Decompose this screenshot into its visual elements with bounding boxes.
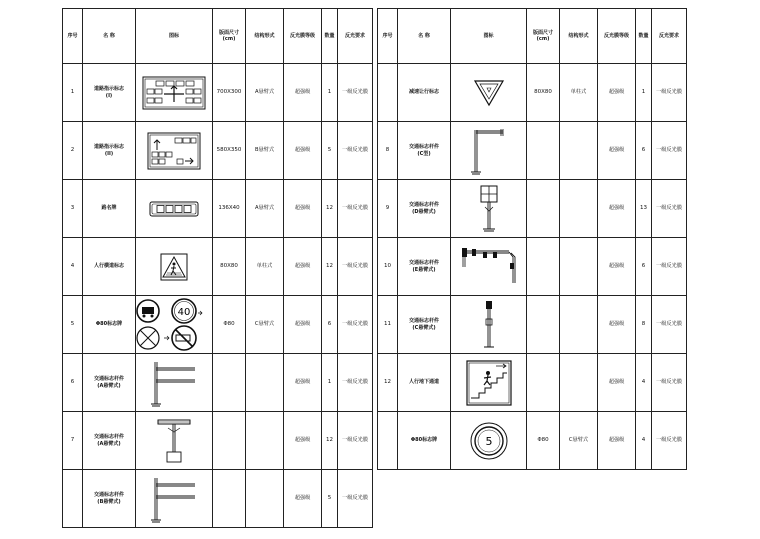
row-qty: 8 [636,296,652,354]
row-structure: B悬臂式 [246,122,284,180]
guide-sign-1-icon [136,64,213,122]
row-requirement: 一级反光膜 [338,64,373,122]
row-structure [560,238,598,296]
row-material: 超强级 [598,412,636,470]
row-qty: 5 [322,122,338,180]
row-size: 700X300 [213,64,246,122]
row-index [378,64,398,122]
row-material: 超强级 [284,180,322,238]
right-sign-table [377,8,687,470]
row-qty: 1 [322,64,338,122]
row-name: 人行地下通道 [398,354,451,412]
row-material: 超强级 [598,122,636,180]
row-structure: A悬臂式 [246,64,284,122]
row-size [213,412,246,470]
row-name: Φ80标志牌 [398,412,451,470]
row-structure [246,412,284,470]
table-row [63,180,373,238]
header-size: 版面尺寸 (cm) [213,9,246,64]
row-qty: 1 [636,64,652,122]
row-structure: C悬臂式 [246,296,284,354]
header-qty: 数量 [636,9,652,64]
prohibition-signs-icon [136,296,213,354]
header-requirement: 反光要求 [652,9,687,64]
row-structure: C悬臂式 [560,412,598,470]
row-requirement: 一级反光膜 [338,354,373,412]
row-structure [246,470,284,528]
speed-5-text: 5 [485,434,492,448]
row-index [378,412,398,470]
row-requirement: 一级反光膜 [338,296,373,354]
row-index: 5 [63,296,83,354]
table-row [63,238,373,296]
crosswalk-sign-icon [136,238,213,296]
left-sign-table [62,8,373,528]
row-size [213,470,246,528]
row-name: 减速让行标志 [398,64,451,122]
speed-limit-5-icon [451,412,527,470]
header-name: 名 称 [83,9,136,64]
row-size: 136X40 [213,180,246,238]
row-size [527,238,560,296]
row-name: 道路指示标志 (I) [83,64,136,122]
table-row [63,296,373,354]
row-material: 超强级 [284,122,322,180]
row-material: 超强级 [598,354,636,412]
table-row [63,64,373,122]
table-row [63,412,373,470]
row-requirement: 一级反光膜 [652,180,687,238]
row-size: Φ80 [527,412,560,470]
header-index: 序号 [63,9,83,64]
row-index: 12 [378,354,398,412]
header-requirement: 反光要求 [338,9,373,64]
row-requirement: 一级反光膜 [338,412,373,470]
underpass-sign-icon [451,354,527,412]
row-structure: 单柱式 [246,238,284,296]
header-row [378,9,687,64]
row-index: 7 [63,412,83,470]
yield-sign-icon [451,64,527,122]
row-requirement: 一级反光膜 [652,354,687,412]
row-structure [560,354,598,412]
speed-40-text: 40 [177,306,191,318]
row-requirement: 一级反光膜 [338,180,373,238]
table-row [378,180,687,238]
table-row [378,238,687,296]
table-row [378,354,687,412]
table-row [63,470,373,528]
header-structure: 结构形式 [560,9,598,64]
row-index: 6 [63,354,83,412]
header-size: 版面尺寸 (cm) [527,9,560,64]
row-structure: 单柱式 [560,64,598,122]
row-name: 交通标志杆件 (C悬臂式) [398,296,451,354]
row-name: 交通标志杆件 (A悬臂式) [83,354,136,412]
row-name: 人行横道标志 [83,238,136,296]
row-qty: 5 [322,470,338,528]
header-material: 反光膜等级 [284,9,322,64]
row-name: 道路指示标志 (II) [83,122,136,180]
row-size: 80X80 [213,238,246,296]
header-material: 反光膜等级 [598,9,636,64]
row-structure [560,180,598,238]
row-name: 交通标志杆件 (A悬臂式) [83,412,136,470]
row-index: 11 [378,296,398,354]
row-requirement: 一级反光膜 [338,238,373,296]
row-structure: A悬臂式 [246,180,284,238]
row-name: 路名牌 [83,180,136,238]
row-material: 超强级 [284,354,322,412]
row-qty: 4 [636,354,652,412]
row-size: Φ80 [213,296,246,354]
row-name: 交通标志杆件 (C型) [398,122,451,180]
pole-d-icon [451,180,527,238]
row-index: 3 [63,180,83,238]
row-structure [560,122,598,180]
guide-sign-2-icon [136,122,213,180]
row-requirement: 一级反光膜 [652,296,687,354]
row-index: 8 [378,122,398,180]
row-requirement: 一级反光膜 [652,64,687,122]
row-structure [246,354,284,412]
row-material: 超强级 [598,296,636,354]
table-row [378,64,687,122]
row-material: 超强级 [284,470,322,528]
cantilever-pole-a-icon [136,354,213,412]
row-requirement: 一级反光膜 [652,122,687,180]
sign-post-a-icon [136,412,213,470]
row-qty: 1 [322,354,338,412]
row-material: 超强级 [284,238,322,296]
row-name: 交通标志杆件 (B悬臂式) [83,470,136,528]
row-size [527,296,560,354]
pole-c-icon [451,122,527,180]
road-name-plate-icon [136,180,213,238]
header-figure: 图标 [451,9,527,64]
row-index: 2 [63,122,83,180]
row-size [213,354,246,412]
table-row [63,354,373,412]
row-qty: 12 [322,180,338,238]
row-qty: 6 [322,296,338,354]
row-size [527,180,560,238]
row-material: 超强级 [284,412,322,470]
row-index: 4 [63,238,83,296]
row-index [63,470,83,528]
row-index: 1 [63,64,83,122]
row-size [527,354,560,412]
row-qty: 12 [322,412,338,470]
table-row [378,122,687,180]
table-row [378,412,687,470]
row-name: Φ80标志牌 [83,296,136,354]
header-name: 名 称 [398,9,451,64]
header-qty: 数量 [322,9,338,64]
row-qty: 12 [322,238,338,296]
row-requirement: 一级反光膜 [652,238,687,296]
row-index: 9 [378,180,398,238]
row-qty: 6 [636,122,652,180]
row-size: 580X350 [213,122,246,180]
row-structure [560,296,598,354]
row-qty: 13 [636,180,652,238]
row-material: 超强级 [598,180,636,238]
row-index: 10 [378,238,398,296]
row-name: 交通标志杆件 (D悬臂式) [398,180,451,238]
table-row [63,122,373,180]
row-qty: 4 [636,412,652,470]
row-material: 超强级 [284,64,322,122]
header-structure: 结构形式 [246,9,284,64]
row-name: 交通标志杆件 (E悬臂式) [398,238,451,296]
row-size [527,122,560,180]
pole-e-icon [451,238,527,296]
header-index: 序号 [378,9,398,64]
header-row [63,9,373,64]
pole-f-icon [451,296,527,354]
row-size: 80X80 [527,64,560,122]
header-figure: 图标 [136,9,213,64]
table-row [378,296,687,354]
row-requirement: 一级反光膜 [338,122,373,180]
row-requirement: 一级反光膜 [652,412,687,470]
row-material: 超强级 [284,296,322,354]
row-qty: 6 [636,238,652,296]
row-material: 超强级 [598,64,636,122]
row-requirement: 一级反光膜 [338,470,373,528]
cantilever-pole-b-icon [136,470,213,528]
row-material: 超强级 [598,238,636,296]
